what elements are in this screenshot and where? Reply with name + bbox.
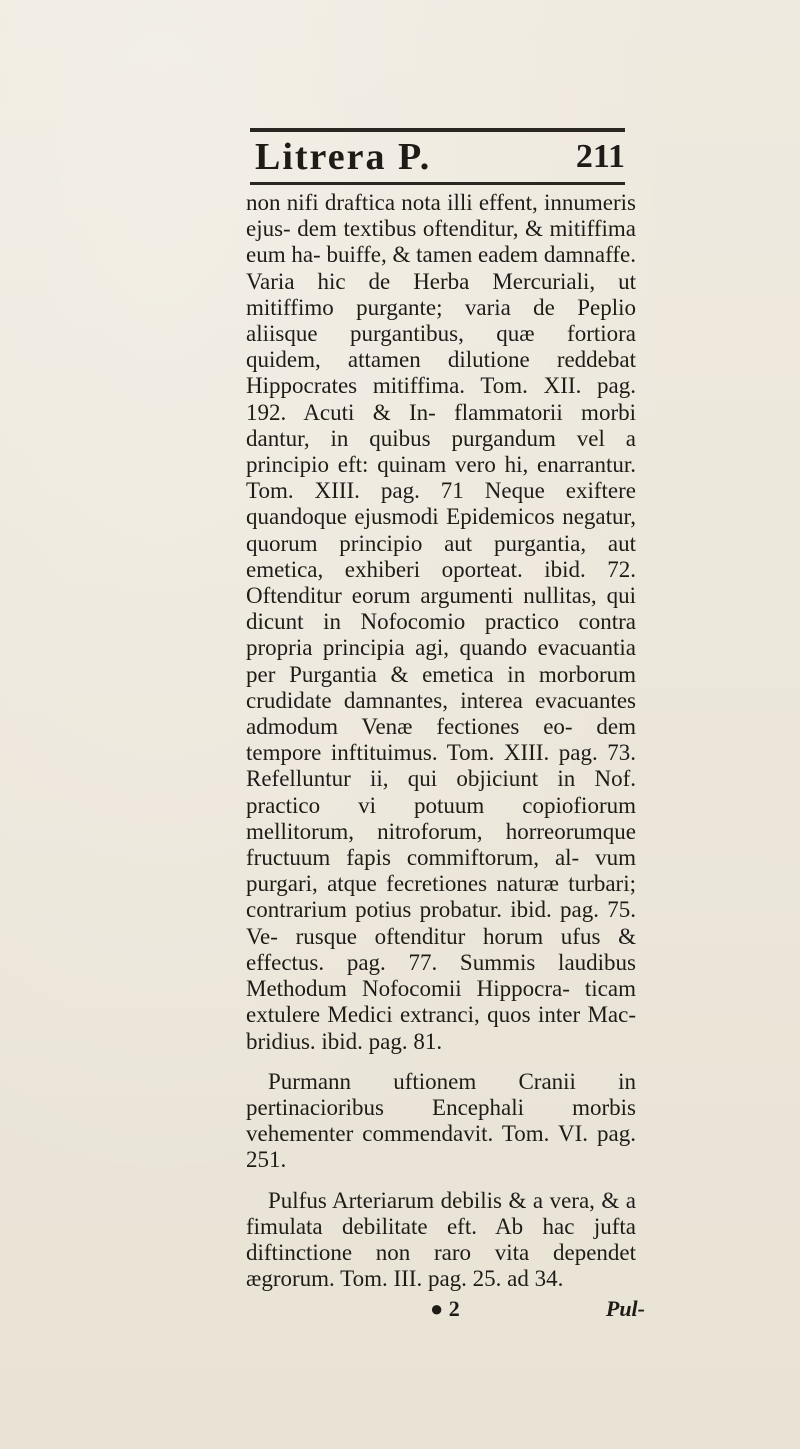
header-rule-top	[250, 128, 625, 132]
running-head	[255, 135, 625, 179]
running-title: Litrera P.	[255, 136, 432, 178]
header-rule-bottom	[250, 182, 625, 185]
body-text	[246, 190, 636, 1306]
page-number: 211	[575, 138, 625, 175]
paragraph-mercurialis: non nifi draftica nota illi effent, innumeris ejus- dem textibus oftenditur, & mitiffima eum ha- buiffe, & tamen eadem damnaffe. Varia hic de Herba Mercuriali, ut mitiffimo purgante; varia de Peplio aliisque purgantibus, quæ fortiora quidem, attamen dilutione reddebat Hippocrates mitiffima. Tom. XII. pag. 192. Acuti & In- flammatorii morbi dantur, in quibus purgandum vel a principio eft: quinam vero hi, enarrantur. Tom. XIII. pag. 71 Neque exiftere quandoque ejusmodi Epidemicos negatur, quorum principio aut purgantia, aut emetica, exhiberi oporteat. ibid. 72. Oftenditur eorum argumenti nullitas, qui dicunt in Nofocomio practico contra propria principia agi, quando evacuantia per Purgantia & emetica in morborum crudidate damnantes, interea evacuantes admodum Venæ fectiones eo- dem tempore inftituimus. Tom. XIII. pag. 73. Refelluntur ii, qui objiciunt in Nof. practico vi potuum copiofiorum mellitorum, nitroforum, horreorumque fructuum fapis commiftorum, al- vum purgari, atque fecretiones naturæ turbari; contrarium potius probatur. ibid. pag. 75. Ve- rusque oftenditur horum ufus & effectus. pag. 77. Summis laudibus Methodum Nofocomii Hippocra- ticam extulere Medici extranci, quos inter Mac- bridius. ibid. pag. 81.	[246, 190, 636, 1054]
signature-mark: ● 2	[430, 1296, 460, 1321]
catchline	[430, 1296, 645, 1326]
catchword: Pul-	[605, 1296, 645, 1321]
paragraph-pulfus: Pulfus Arteriarum debilis & a vera, & a fimulata debilitate eft. Ab hac jufta diftinctione non raro vita dependet ægrorum. Tom. III. pag. 25. ad 34.	[246, 1187, 636, 1292]
paragraph-purmann: Purmann uftionem Cranii in pertinacioribus Encephali morbis vehementer commendavit. Tom. VI. pag. 251.	[246, 1068, 636, 1173]
